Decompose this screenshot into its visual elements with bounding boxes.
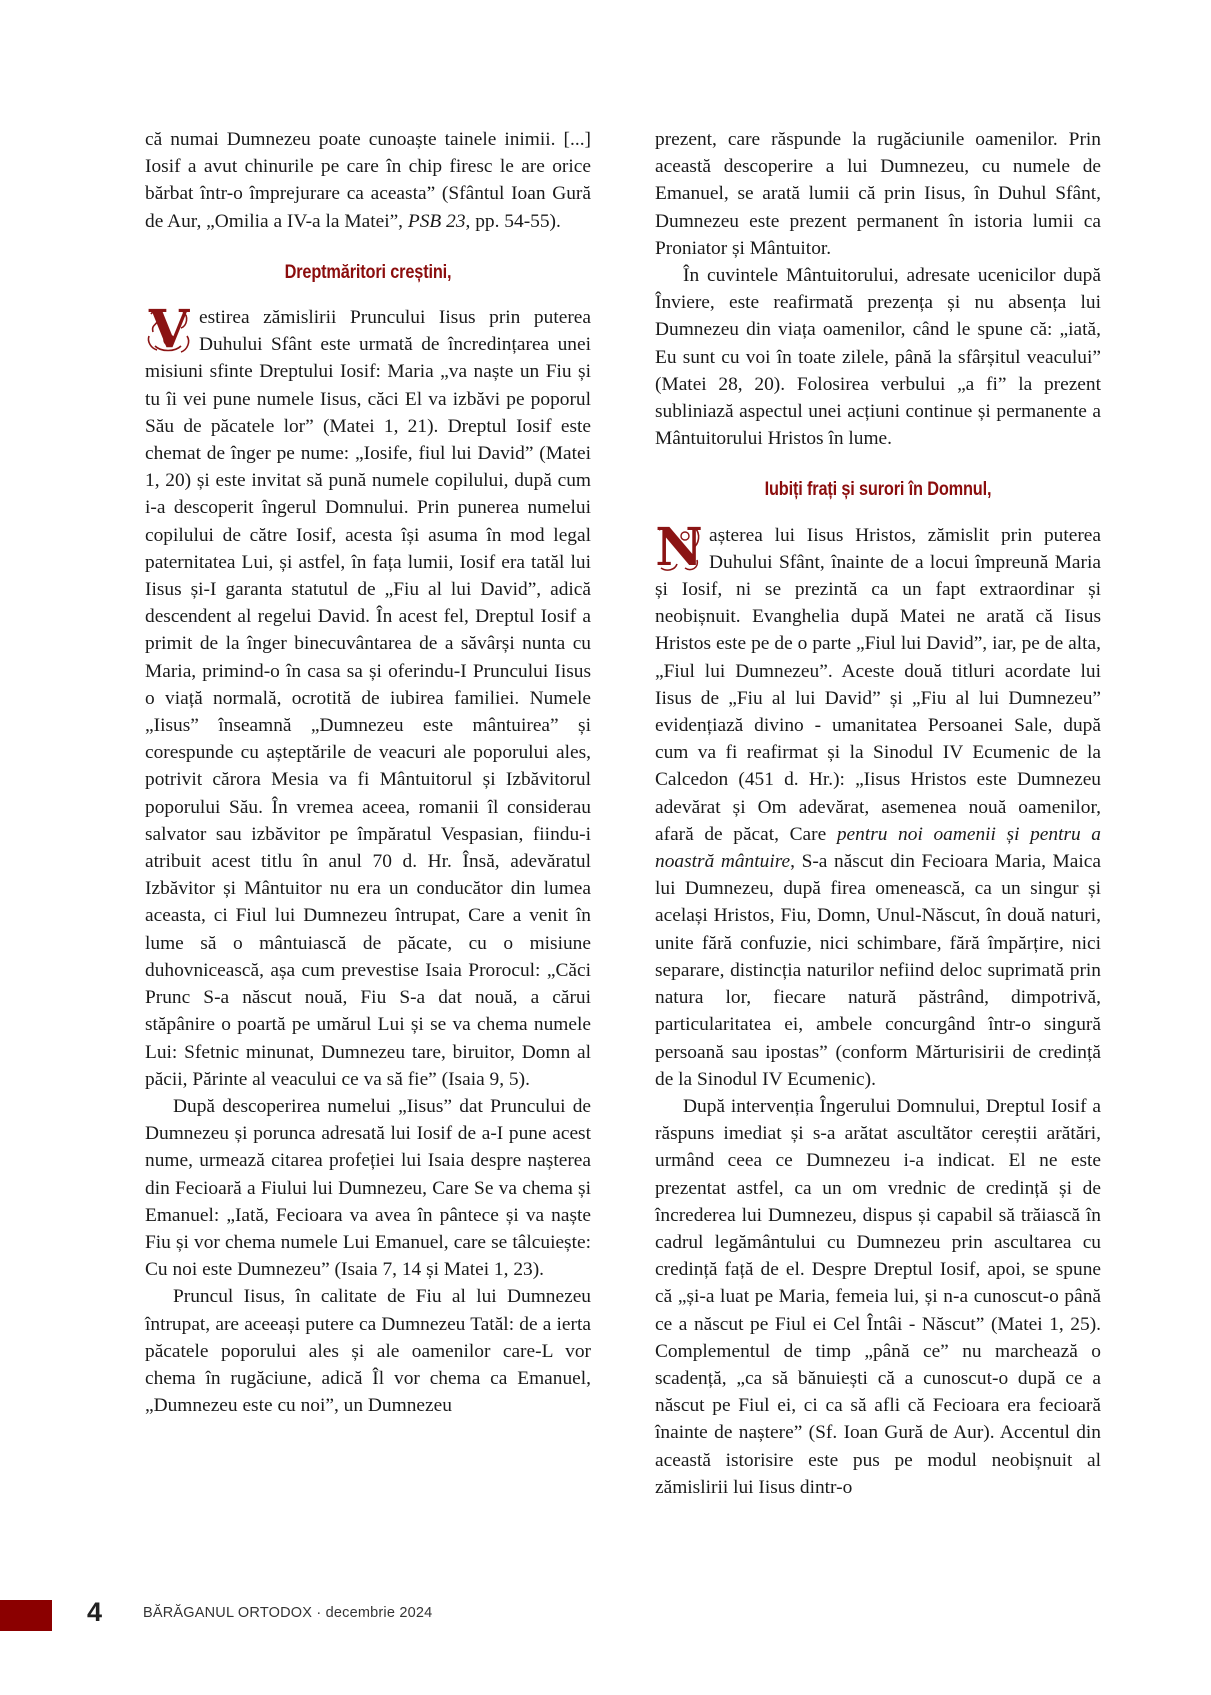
paragraph-text: estirea zămislirii Pruncului Iisus prin puterea Duhului Sfânt este urmată de încredințarea unei misiuni sfinte Dreptului Iosif: Maria „va naște un Fiu și tu îi vei pune numele Iisus, căci El va izbăvi pe poporul Său de păcatele lor” (Matei 1, 21). Dreptul Iosif este chemat de înger pe nume: „Iosife, fiul lui David” (Matei 1, 20) și este invitat să pună numele copilului, după cum i-a descoperit îngerul Domnului. Prin punerea numelui copilului de către Iosif, acesta își asuma în mod legal paternitatea Lui, și astfel, în fața lumii, Iosif era tatăl lui Iisus și-I garanta statutul de „Fiu al lui David”, adică descendent al regelui David. În acest fel, Dreptul Iosif a primit de la înger binecuvântarea de a săvârși nunta cu Maria, primind-o în casa sa și oferindu-I Pruncului Iisus o viață normală, ocrotită de iubirea familiei. Numele „Iisus” înseamnă „Dumnezeu este mântuirea” și corespunde cu așteptările de veacuri ale poporului ales, potrivit cărora Mesia va fi Mântuitorul și Izbăvitorul poporului Său. În vremea aceea, romanii îl considerau salvator sau izbăvitor pe împăratul Vespasian, fiindu-i atribuit acest titlu în anul 70 d. Hr. Însă, adevăratul Izbăvitor și Mântuitor nu era un conducător din lumea aceasta, ci Fiul lui Dumnezeu întrupat, Care a venit în lume să o mântuiască de păcate, cu o misiune duhovnicească, așa cum prevestise Isaia Prorocul: „Căci Prunc S-a născut nouă, Fiu S-a dat nouă, a cărui stăpânire o poartă pe umărul Lui și se va chema numele Lui: Sfetnic minunat, Dumnezeu tare, biruitor, Domn al păcii, Părinte al veacului ce va să fie” (Isaia 9, 5). [145,307,591,1090]
paragraph-text: așterea lui Iisus Hristos, zămislit prin puterea Duhului Sfânt, înainte de a locui împreună Maria și Iosif, ni se prezintă ca un fapt extraordinar și neobișnuit. Evanghelia după Matei ne arată că Iisus Hristos este pe de o parte „Fiul lui David”, iar, pe de alta, „Fiul lui Dumnezeu”. Aceste două titluri acordate lui Iisus de „Fiu al lui David” și „Fiu al lui Dumnezeu” evidențiază divino - umanitatea Persoanei Sale, după cum va fi reafirmat și la Sinodul IV Ecumenic de la Calcedon (451 d. Hr.): „Iisus Hristos este Dumnezeu adevărat și Om adevărat, asemenea nouă oamenilor, afară de păcat, Care [655,524,1101,845]
paragraph: Pruncul Iisus, în calitate de Fiu al lui Dumnezeu întrupat, are aceeași putere ca Dumnezeu Tatăl: de a ierta păcatele poporului ales și ale oamenilor care-L vor chema în rugăciune, adică Îl vor chema ca Emanuel, „Dumnezeu este cu noi”, un Dumnezeu [145,1286,591,1417]
ornamental-dropcap-icon [655,516,703,578]
paragraph: După descoperirea numelui „Iisus” dat Pruncului de Dumnezeu și porunca adresată lui Iosif de a-I pune acest nume, urmează citarea profeției lui Isaia despre nașterea din Fecioară a Fiului lui Dumnezeu, Care Se va chema și Emanuel: „Iată, Fecioara va avea în pântece și va naște Fiu și vor chema numele Lui Emanuel, care se tâlcuiește: Cu noi este Dumnezeu” (Isaia 7, 14 și Matei 1, 23). [145,1095,591,1281]
paragraph-text: că numai Dumnezeu poate cunoaște tainele inimii. [...] Iosif a avut chinurile pe care în chip firesc le are orice bărbat într-o împrejurare ca aceasta” (Sfântul Ioan Gură de Aur, „Omilia a IV-a la Matei”, [145,129,591,232]
dropcap-letter: V [148,299,190,361]
ornamental-dropcap-icon [145,299,193,361]
paragraph-text: , S-a născut din Fecioara Maria, Maica lui Dumnezeu, după firea omenească, ca un singur și același Hristos, Fiu, Domn, Unul-Născut, în două naturi, unite fără confuzie, nici schimbare, fără împărțire, nici separare, distincția naturilor nefiind deloc suprimată prin natura lor, fiecare natură păstrând, dimpotrivă, particularitatea ei, ambele concurgând într-o singură persoană sau ipostas” (conform Mărturisirii de credință de la Sinodul IV Ecumenic). [655,851,1101,1090]
right-column [655,126,1101,1501]
paragraph: prezent, care răspunde la rugăciunile oamenilor. Prin această descoperire a lui Dumnezeu, cu numele de Emanuel, se arată lumii că prin Iisus, în Duhul Sfânt, Dumnezeu este prezent permanent în istoria lumii ca Proniator și Mântuitor. [655,129,1101,259]
paragraph: După intervenția Îngerului Domnului, Dreptul Iosif a răspuns imediat și s-a arătat ascultător cereștii arătări, urmând ceea ce Dumnezeu i-a indicat. El ne este prezentat astfel, ca un om vrednic de credință și de încrederea lui Dumnezeu, dispus și capabil să trăiască în cadrul legământului cu Dumnezeu prin ascultarea cu credință față de el. Despre Dreptul Iosif, apoi, se spune că „și-a luat pe Maria, femeia lui, și n-a cunoscut-o până ce a născut pe Fiul ei Cel Întâi - Născut” (Matei 1, 25). Complementul de timp „până ce” nu marchează o scadență, „ca să bănuiești că a cunoscut-o după ce a născut pe Fiul ei, ci ca să afli că Fecioara era fecioară înainte de naștere” (Sf. Ioan Gură de Aur). Accentul din această istorisire este pus pe modul neobișnuit al zămislirii lui Iisus dintr-o [655,1095,1101,1498]
footer-accent-bar [0,1600,52,1631]
left-column [145,126,591,1419]
paragraph [145,126,591,235]
paragraph-with-dropcap [145,299,591,1093]
quote-italic: pentru noi oamenii și pentru a noastră mântuire [655,823,1101,873]
dropcap-letter: N [655,516,703,578]
paragraph: În cuvintele Mântuitorului, adresate ucenicilor după Înviere, este reafirmată prezența și nu absența lui Dumnezeu din viața oamenilor, când le spune că: „iată, Eu sunt cu voi în toate zilele, până la sfârșitul veacului” (Matei 28, 20). Folosirea verbului „a fi” la prezent subliniază aspectul unei acțiuni continue și permanente a Mântuitorului Hristos în lume. [655,265,1101,450]
paragraph-text: , pp. 54-55). [465,210,561,232]
citation-italic: PSB 23 [407,210,466,232]
page-number: 4 [87,1597,103,1627]
publication-footer: BĂRĂGANUL ORTODOX · decembrie 2024 [143,1605,433,1621]
section-heading: Dreptmăritori creștini, [284,261,452,283]
paragraph-with-dropcap [655,516,1101,1093]
section-heading: Iubiți frați și surori în Domnul, [764,479,992,501]
